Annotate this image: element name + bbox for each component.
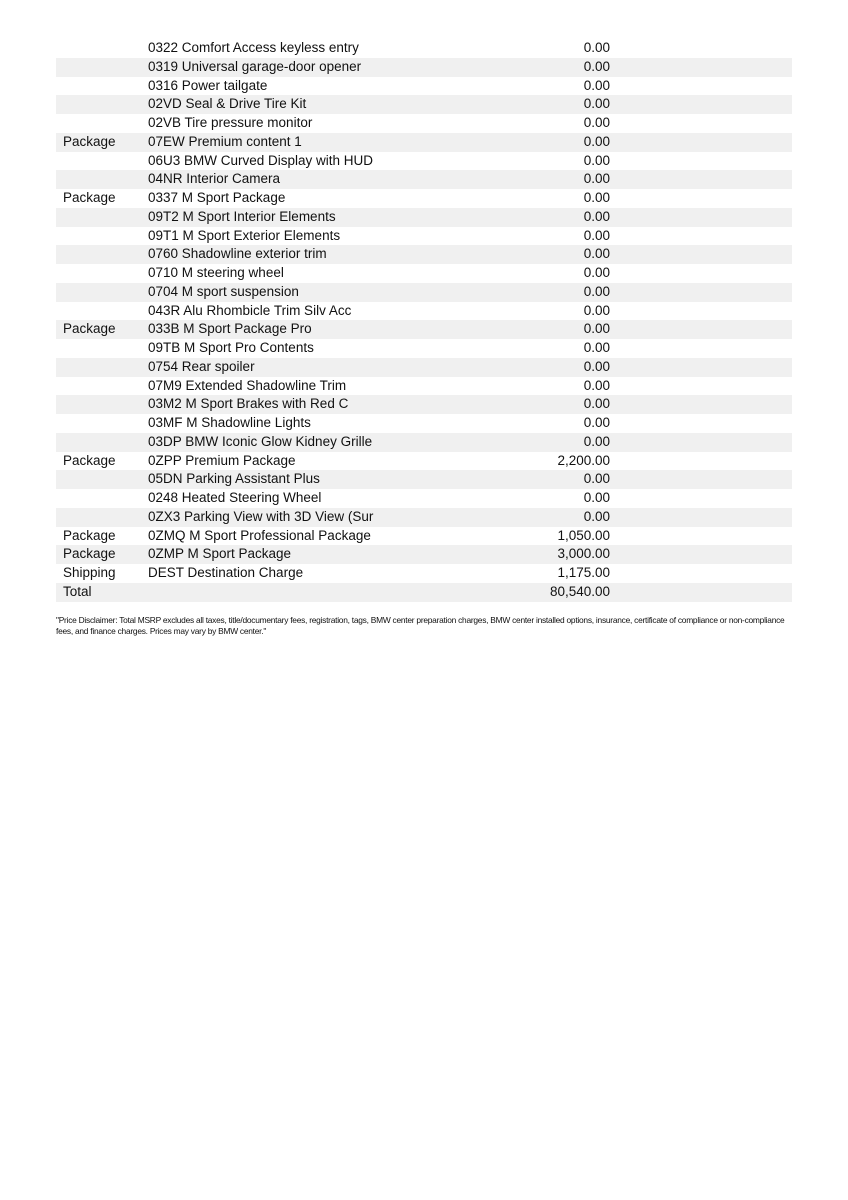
row-description-cell: 07M9 Extended Shadowline Trim (148, 377, 347, 393)
table-row (56, 58, 792, 77)
row-type-cell: Package (63, 190, 116, 205)
row-spacer-cell (610, 208, 792, 227)
row-type-cell (56, 470, 148, 489)
table-row (56, 170, 792, 189)
row-description-cell: 02VD Seal & Drive Tire Kit (148, 95, 528, 114)
row-type-cell (56, 245, 148, 264)
row-type-cell (56, 433, 148, 452)
row-spacer-cell (610, 95, 792, 114)
row-type-cell (56, 208, 148, 227)
row-description-cell: 09T2 M Sport Interior Elements (148, 208, 528, 227)
row-description-cell: 0337 M Sport Package (148, 190, 286, 205)
row-spacer-cell (610, 527, 792, 546)
row-description-cell: 02VB Tire pressure monitor (148, 115, 313, 130)
table-row (56, 470, 792, 489)
options-table-body (56, 39, 792, 602)
table-row (56, 152, 792, 171)
row-price-cell: 0.00 (583, 190, 610, 205)
row-type-cell (56, 283, 148, 302)
row-price-cell: 0.00 (583, 490, 610, 505)
row-description-cell: 033B M Sport Package Pro (148, 320, 528, 339)
row-price-cell: 1,175.00 (557, 565, 610, 580)
row-spacer-cell (610, 470, 792, 489)
row-type-cell (56, 302, 148, 321)
row-price-cell: 0.00 (583, 302, 610, 318)
row-price-cell: 0.00 (583, 265, 610, 280)
row-spacer-cell (610, 339, 792, 358)
table-row (56, 133, 792, 152)
table-row (56, 208, 792, 227)
row-type-cell: Package (63, 452, 116, 468)
row-price-cell: 0.00 (528, 245, 610, 264)
row-description-cell: 05DN Parking Assistant Plus (148, 470, 528, 489)
table-row (56, 564, 792, 583)
table-row (56, 377, 792, 396)
options-price-table (56, 39, 792, 602)
row-description-cell: 03MF M Shadowline Lights (148, 415, 311, 430)
table-row (56, 414, 792, 433)
table-row (56, 39, 792, 58)
row-spacer-cell (610, 114, 792, 133)
row-spacer-cell (610, 245, 792, 264)
row-spacer-cell (610, 377, 792, 396)
table-row (56, 95, 792, 114)
row-spacer-cell (610, 133, 792, 152)
row-spacer-cell (610, 283, 792, 302)
row-price-cell: 3,000.00 (528, 545, 610, 564)
row-spacer-cell (610, 414, 792, 433)
table-row (56, 227, 792, 246)
row-spacer-cell (610, 152, 792, 171)
row-spacer-cell (610, 395, 792, 414)
row-spacer-cell (610, 489, 792, 508)
row-spacer-cell (610, 358, 792, 377)
row-price-cell: 0.00 (583, 40, 610, 55)
row-spacer-cell (610, 508, 792, 527)
row-type-cell (56, 170, 148, 189)
row-description-cell: 0ZPP Premium Package (148, 452, 296, 468)
row-description-cell (148, 583, 528, 602)
row-type-cell: Package (56, 320, 148, 339)
row-price-cell: 1,050.00 (557, 527, 610, 543)
row-price-cell: 0.00 (528, 58, 610, 77)
table-row (56, 358, 792, 377)
table-row (56, 283, 792, 302)
row-type-cell (56, 58, 148, 77)
row-type-cell (56, 377, 148, 396)
row-spacer-cell (610, 77, 792, 96)
table-row (56, 545, 792, 564)
price-disclaimer: "Price Disclaimer: Total MSRP excludes all taxes, title/documentary fees, registration, tags, BMW center preparation charges, BMW center installed options, insurance, certificate of compliance or non-compliance fees, and finance charges. Prices may vary by BMW center." (56, 615, 785, 636)
row-price-cell: 0.00 (528, 283, 610, 302)
table-row (56, 433, 792, 452)
row-price-cell: 0.00 (528, 433, 610, 452)
row-price-cell: 0.00 (528, 358, 610, 377)
row-description-cell: 03DP BMW Iconic Glow Kidney Grille (148, 433, 528, 452)
row-spacer-cell (610, 545, 792, 564)
table-row (56, 527, 792, 546)
table-row (56, 264, 792, 283)
row-spacer-cell (610, 452, 792, 471)
row-type-cell (56, 114, 148, 133)
row-description-cell: 0248 Heated Steering Wheel (148, 490, 322, 505)
table-row (56, 583, 792, 602)
row-type-cell (56, 227, 148, 246)
row-spacer-cell (610, 583, 792, 602)
row-price-cell: 0.00 (528, 508, 610, 527)
row-description-cell: 0316 Power tailgate (148, 77, 268, 93)
row-type-cell (56, 77, 148, 96)
row-price-cell: 0.00 (528, 95, 610, 114)
row-description-cell: 0ZMP M Sport Package (148, 545, 528, 564)
table-row (56, 508, 792, 527)
row-description-cell: 07EW Premium content 1 (148, 133, 528, 152)
row-spacer-cell (610, 302, 792, 321)
row-type-cell: Package (56, 133, 148, 152)
row-description-cell: 04NR Interior Camera (148, 170, 528, 189)
row-type-cell: Total (56, 583, 148, 602)
row-type-cell (56, 264, 148, 283)
row-description-cell: 0754 Rear spoiler (148, 358, 528, 377)
row-type-cell (56, 508, 148, 527)
row-spacer-cell (610, 189, 792, 208)
row-description-cell: 09T1 M Sport Exterior Elements (148, 227, 341, 243)
row-description-cell: 0ZMQ M Sport Professional Package (148, 527, 371, 543)
row-spacer-cell (610, 58, 792, 77)
row-type-cell (56, 39, 148, 58)
table-row (56, 452, 792, 471)
row-type-cell (56, 152, 148, 171)
table-row (56, 320, 792, 339)
table-row (56, 395, 792, 414)
row-price-cell: 0.00 (583, 227, 610, 243)
row-spacer-cell (610, 39, 792, 58)
row-price-cell: 0.00 (583, 415, 610, 430)
row-price-cell: 2,200.00 (557, 452, 610, 468)
row-price-cell: 0.00 (528, 470, 610, 489)
row-description-cell: 043R Alu Rhombicle Trim Silv Acc (148, 302, 352, 318)
row-type-cell (56, 395, 148, 414)
row-type-cell: Shipping (63, 565, 116, 580)
row-type-cell (56, 95, 148, 114)
row-description-cell: 0704 M sport suspension (148, 283, 528, 302)
row-spacer-cell (610, 227, 792, 246)
table-row (56, 114, 792, 133)
row-price-cell: 0.00 (583, 377, 610, 393)
row-type-cell (56, 358, 148, 377)
row-description-cell: 0319 Universal garage-door opener (148, 58, 528, 77)
row-description-cell: 0ZX3 Parking View with 3D View (Sur (148, 508, 528, 527)
row-description-cell: DEST Destination Charge (148, 565, 304, 580)
row-price-cell: 0.00 (583, 340, 610, 355)
row-type-cell: Package (63, 527, 116, 543)
row-description-cell: 09TB M Sport Pro Contents (148, 340, 314, 355)
row-type-cell (56, 489, 148, 508)
row-type-cell (56, 414, 148, 433)
row-price-cell: 0.00 (583, 115, 610, 130)
row-spacer-cell (610, 320, 792, 339)
row-spacer-cell (610, 433, 792, 452)
row-price-cell: 0.00 (583, 152, 610, 168)
row-description-cell: 06U3 BMW Curved Display with HUD (148, 152, 374, 168)
table-row (56, 189, 792, 208)
table-row (56, 77, 792, 96)
row-price-cell: 0.00 (528, 133, 610, 152)
row-spacer-cell (610, 564, 792, 583)
row-description-cell: 03M2 M Sport Brakes with Red C (148, 395, 528, 414)
row-type-cell (56, 339, 148, 358)
row-description-cell: 0322 Comfort Access keyless entry (148, 40, 359, 55)
row-price-cell: 0.00 (583, 77, 610, 93)
row-price-cell: 0.00 (528, 170, 610, 189)
row-spacer-cell (610, 170, 792, 189)
row-price-cell: 0.00 (528, 208, 610, 227)
row-description-cell: 0760 Shadowline exterior trim (148, 245, 528, 264)
row-spacer-cell (610, 264, 792, 283)
row-type-cell: Package (56, 545, 148, 564)
table-row (56, 302, 792, 321)
row-price-cell: 80,540.00 (528, 583, 610, 602)
row-price-cell: 0.00 (528, 395, 610, 414)
row-description-cell: 0710 M steering wheel (148, 265, 284, 280)
table-row (56, 245, 792, 264)
table-row (56, 339, 792, 358)
table-row (56, 489, 792, 508)
row-price-cell: 0.00 (528, 320, 610, 339)
